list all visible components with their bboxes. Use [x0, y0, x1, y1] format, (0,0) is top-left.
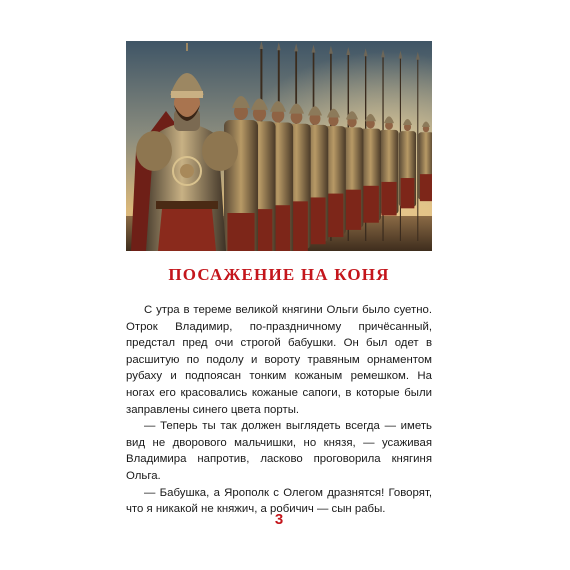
illustration-drawing — [126, 41, 432, 251]
warrior — [379, 116, 398, 215]
page-number: 3 — [274, 511, 284, 528]
warrior — [399, 119, 416, 208]
paragraph: — Бабушка, а Ярополк с Олегом дразнятся! Говорят, что я никакой не княжич, а робичич — сын рабы. — [126, 486, 432, 516]
chapter-body — [126, 302, 432, 518]
warriors-army-illustration — [126, 41, 432, 251]
paragraph: — Теперь ты так должен выглядеть всегда — иметь вид не дворового мальчишки, но князя, — усаживая Владимира напротив, ласково проговорила княгиня Ольга. — [126, 420, 432, 482]
paragraph: С утра в тереме великой княгини Ольги было суетно. Отрок Владимир, по-праздничному причёсанный, предстал пред очи строгой бабушки. Он был одет в расшитую по подолу и вороту травяным орнаментом рубаху и подпоясан тонким кожаным ремешком. На ногах его красовались кожаные сапоги, в которые были заправлены синего цвета порты. — [126, 304, 432, 416]
chapter-title: ПОСАЖЕНИЕ НА КОНЯ — [168, 265, 390, 284]
warrior — [418, 122, 432, 202]
